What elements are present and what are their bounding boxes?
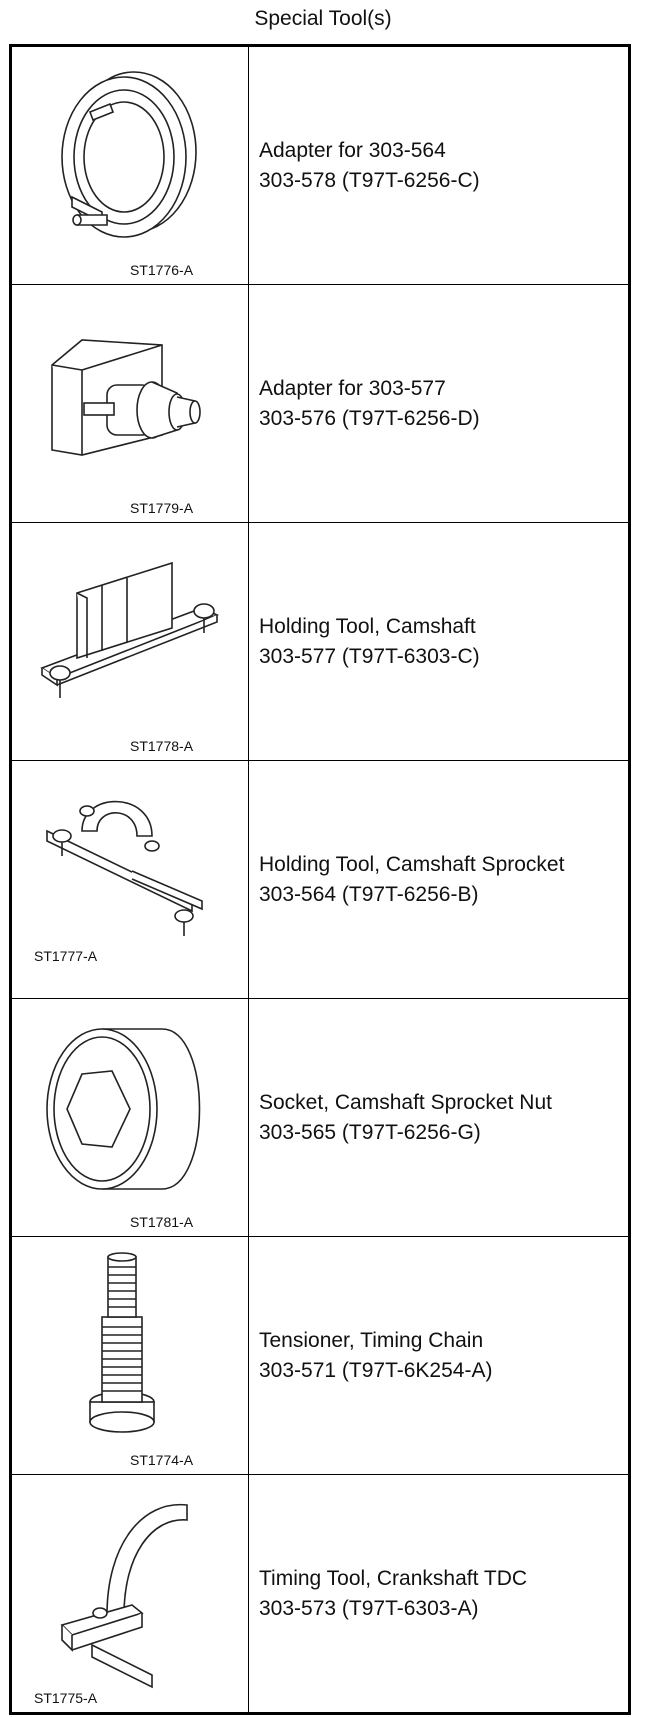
tool-description-cell [249,523,630,761]
tool-row [11,1237,630,1475]
tool-part-number: 303-573 (T97T-6303-A) [259,1596,479,1620]
tool-row [11,285,630,523]
tool-part-number: 303-577 (T97T-6303-C) [259,644,480,668]
tool-description-cell [249,1475,630,1714]
tool-name: Adapter for 303-577 [259,376,446,400]
tool-description-cell [249,285,630,523]
tool-description-cell [249,999,630,1237]
tool-part-number: 303-564 (T97T-6256-B) [259,882,479,906]
tool-illustration-cell [11,285,249,523]
figure-id: ST1781-A [130,1214,194,1230]
tool-illustration-cell [11,761,249,999]
pulley-adapter-icon [12,47,248,284]
tool-illustration-cell [11,46,249,285]
tool-row [11,761,630,999]
tool-row [11,523,630,761]
tool-row [11,46,630,285]
tool-description-cell [249,46,630,285]
tool-description-cell [249,761,630,999]
tool-part-number: 303-576 (T97T-6256-D) [259,406,480,430]
figure-id: ST1775-A [34,1690,98,1706]
tool-name: Socket, Camshaft Sprocket Nut [259,1090,552,1114]
chain-tensioner-icon [12,1237,248,1474]
tool-illustration-cell [11,999,249,1237]
figure-id: ST1774-A [130,1452,194,1468]
tool-name: Timing Tool, Crankshaft TDC [259,1566,528,1590]
socket-icon [12,999,248,1236]
tool-part-number: 303-565 (T97T-6256-G) [259,1120,481,1144]
tool-illustration-cell [11,1475,249,1714]
page-title: Special Tool(s) [254,7,392,30]
tool-row [11,1475,630,1714]
figure-id: ST1779-A [130,500,194,516]
figure-id: ST1776-A [130,262,194,278]
tool-name: Holding Tool, Camshaft [259,614,476,638]
tool-description-cell [249,1237,630,1475]
tool-row [11,999,630,1237]
tool-name: Adapter for 303-564 [259,138,446,162]
camshaft-holding-tool-icon [12,523,248,760]
tool-name: Tensioner, Timing Chain [259,1328,484,1352]
crankshaft-timing-tool-icon [12,1475,248,1712]
figure-id: ST1777-A [34,948,98,964]
tool-part-number: 303-578 (T97T-6256-C) [259,168,480,192]
block-adapter-icon [12,285,248,522]
special-tools-table [9,44,631,1715]
sprocket-holding-tool-icon [12,761,248,998]
figure-id: ST1778-A [130,738,194,754]
tool-part-number: 303-571 (T97T-6K254-A) [259,1358,493,1382]
tool-name: Holding Tool, Camshaft Sprocket [259,852,565,876]
tool-illustration-cell [11,1237,249,1475]
tool-illustration-cell [11,523,249,761]
